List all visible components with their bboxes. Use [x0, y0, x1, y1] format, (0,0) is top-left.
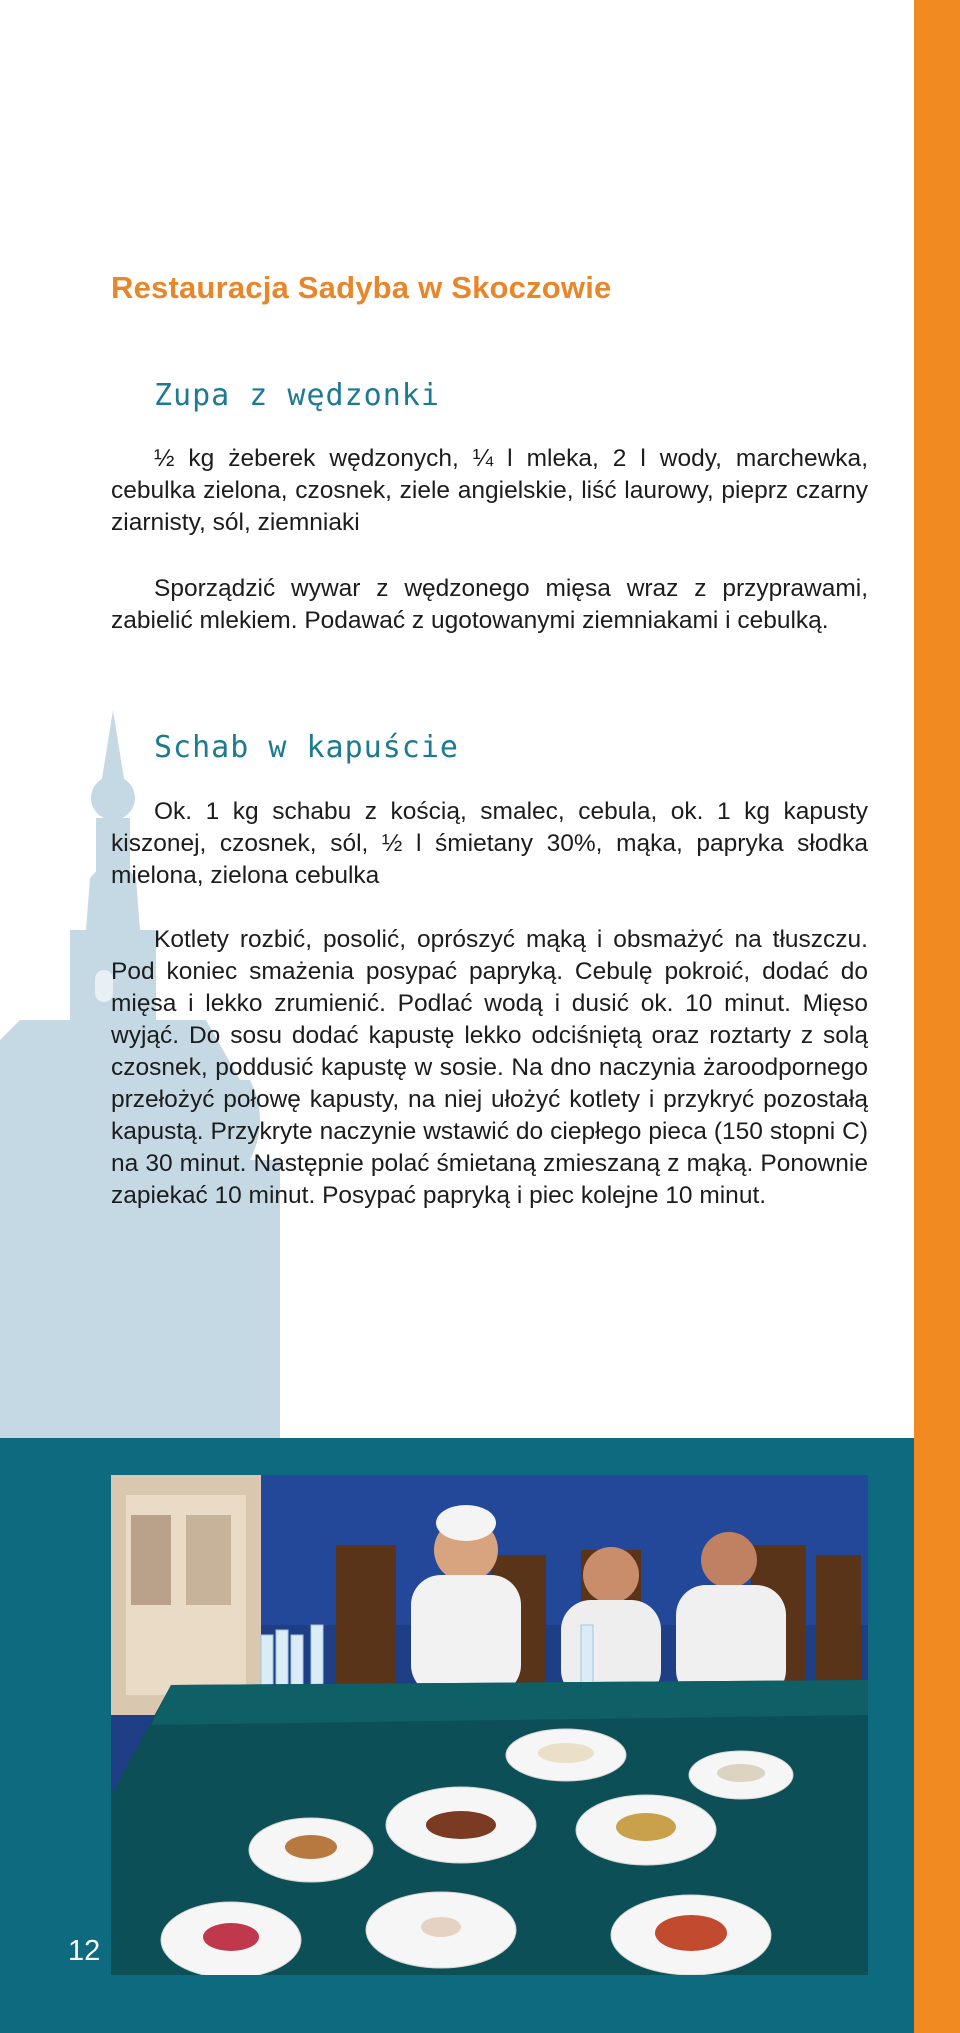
- recipe-title-schab: Schab w kapuście: [154, 730, 459, 765]
- recipe-instructions-schab: Kotlety rozbić, posolić, oprószyć mąką i obsmażyć na tłuszczu. Pod koniec smażenia posypać papryką. Cebulę pokroić, dodać do mięsa i lekko zrumienić. Podlać wodą i dusić ok. 10 minut. Mięso wyjąć. Do sosu dodać kapustę lekko odciśniętą oraz roztarty z solą czosnek, poddusić kapustę w sosie. Na dno naczynia żaroodpornego przełożyć połowę kapusty, na niej ułożyć kotlety i przykryć pozostałą kapustą. Przykryte naczynie wstawić do ciepłego pieca (150 stopni C) na 30 minut. Następnie polać śmietaną zmieszaną z mąką. Ponownie zapiekać 10 minut. Posypać papryką i piec kolejne 10 minut.: [111, 926, 868, 1209]
- jury-table-photo: [111, 1475, 868, 1975]
- recipe-ingredients-schab: Ok. 1 kg schabu z kością, smalec, cebula, ok. 1 kg kapusty kiszonej, czosnek, sól, ½ l śmietany 30%, mąka, papryka słodka mielona, zielona cebulka: [111, 798, 868, 889]
- restaurant-title: Restauracja Sadyba w Skoczowie: [111, 270, 612, 305]
- recipe-instructions-zupa: Sporządzić wywar z wędzonego mięsa wraz z przyprawami, zabielić mlekiem. Podawać z ugotowanymi ziemniakami i cebulką.: [111, 575, 868, 634]
- recipe-ingredients-zupa: ½ kg żeberek wędzonych, ¼ l mleka, 2 l wody, marchewka, cebulka zielona, czosnek, ziele angielskie, liść laurowy, pieprz czarny ziarnisty, sól, ziemniaki: [111, 445, 868, 536]
- recipe-title-zupa: Zupa z wędzonki: [154, 378, 440, 413]
- orange-side-stripe: [914, 0, 960, 2033]
- page-number: 12: [68, 1935, 101, 1967]
